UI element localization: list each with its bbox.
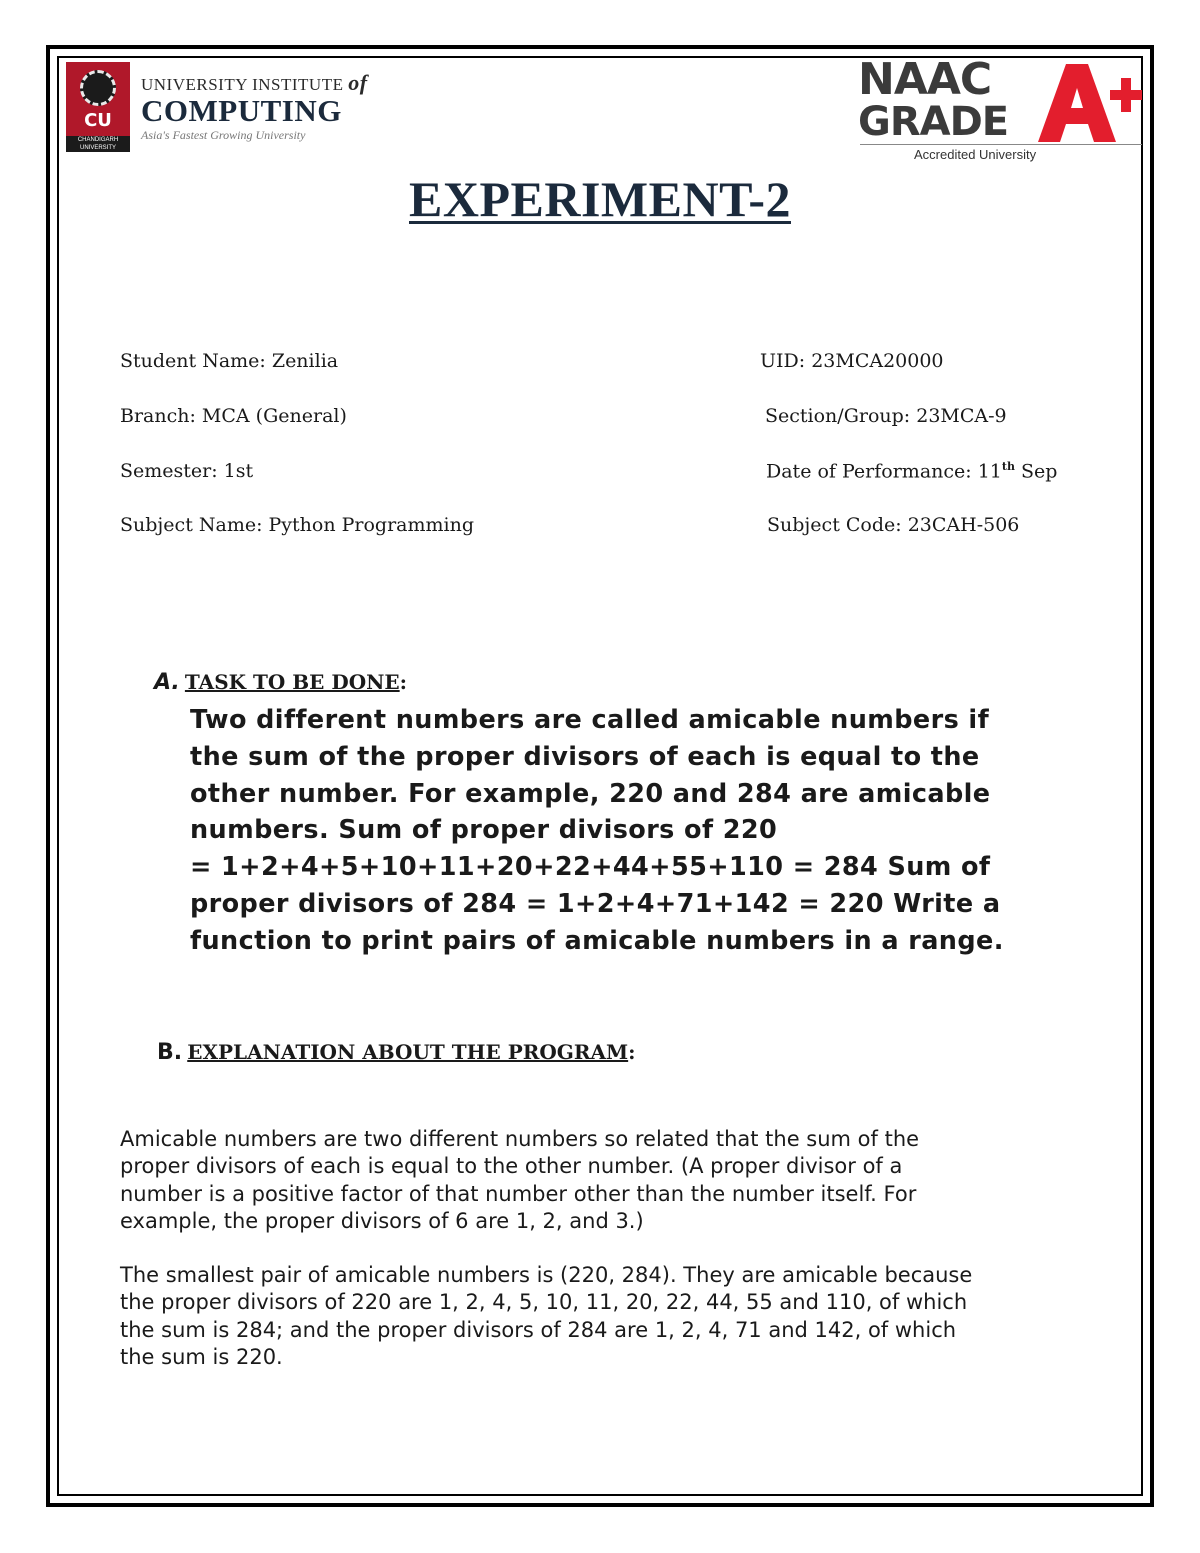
subject-code: Subject Code: 23CAH-506 — [767, 514, 1020, 536]
subject-name: Subject Name: Python Programming — [120, 514, 475, 536]
naac-word: NAAC — [858, 54, 992, 105]
date-of-performance: Date of Performance: 11th Sep — [766, 460, 1058, 483]
cu-emblem-subtext: CHANDIGARH UNIVERSITY — [66, 136, 130, 152]
cu-emblem-logo — [66, 62, 130, 152]
institute-name: COMPUTING — [141, 93, 342, 128]
institute-line: UNIVERSITY INSTITUTE — [141, 75, 344, 94]
grade-word: GRADE — [858, 99, 1009, 145]
a-plus-icon — [1026, 60, 1142, 144]
section-a-title: TASK TO BE DONE — [184, 670, 400, 694]
section-group: Section/Group: 23MCA-9 — [765, 405, 1007, 427]
task-description: Two different numbers are called amicable numbers if the sum of the proper divisors of each is equal to the other number. For example, 220 and 284 are amicable numbers. Sum of proper divisors of 220 = 1+2+4+5+10+11+20+22+44+55+110 = 284 Sum of proper divisors of 284 = 1+2+4+71+142 = 220 Write a function to print pairs of amicable numbers in a range. — [190, 705, 1004, 956]
section-b-letter: B. — [157, 1040, 183, 1065]
section-b-title: EXPLANATION ABOUT THE PROGRAM — [187, 1040, 629, 1064]
explanation-paragraph-1: Amicable numbers are two different numbers so related that the sum of the proper divisors of each is equal to the other number. (A proper divisor of a number is a positive factor of that number other than the number itself. For example, the proper divisors of 6 are 1, 2, and 3.) — [120, 1127, 920, 1233]
institute-tagline: Asia's Fastest Growing University — [141, 128, 306, 142]
section-b-heading: B. EXPLANATION ABOUT THE PROGRAM: — [157, 1040, 636, 1065]
section-a-heading: A. TASK TO BE DONE: — [154, 670, 408, 695]
uid: UID: 23MCA20000 — [760, 350, 944, 372]
section-a-letter: A. — [154, 670, 180, 695]
institute-logo-text — [141, 70, 381, 143]
branch: Branch: MCA (General) — [120, 405, 347, 427]
explanation-paragraph-2: The smallest pair of amicable numbers is (220, 284). They are amicable because the proper divisors of 220 are 1, 2, 4, 5, 10, 11, 20, 22, 44, 55 and 110, of which the sum is 284; and the proper divisors of 284 are 1, 2, 4, 71 and 142, of which the sum is 220. — [120, 1263, 973, 1369]
semester: Semester: 1st — [120, 460, 254, 482]
page-title: EXPERIMENT-2 — [409, 171, 791, 227]
student-name: Student Name: Zenilia — [120, 350, 339, 372]
gear-icon — [80, 70, 116, 106]
accredited-text: Accredited University — [914, 147, 1037, 162]
cu-emblem-text: CU — [84, 110, 112, 131]
naac-logo — [858, 54, 1142, 164]
institute-of: of — [348, 70, 368, 95]
naac-divider — [860, 144, 1142, 145]
